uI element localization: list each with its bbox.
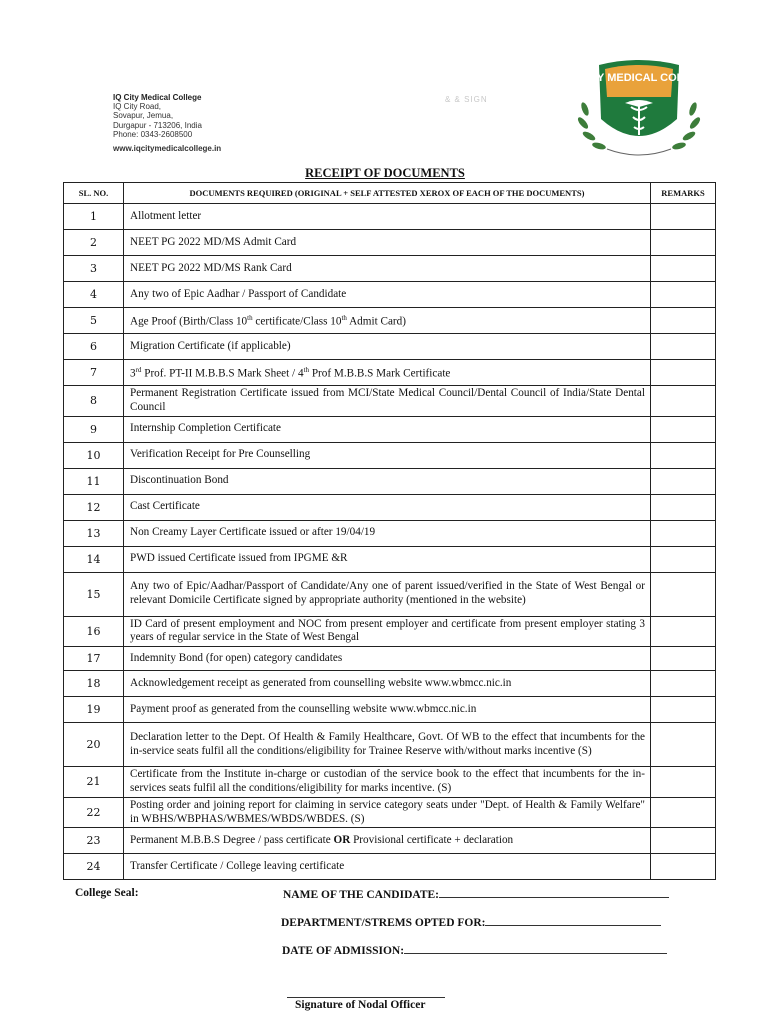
remarks-cell	[651, 334, 716, 360]
row-number: 6	[64, 334, 124, 360]
department-blank[interactable]	[485, 915, 661, 926]
phone-line: Phone: 0343-2608500	[113, 129, 193, 139]
column-header-remarks: REMARKS	[651, 183, 716, 204]
document-name: Payment proof as generated from the counselling website www.wbmcc.nic.in	[124, 697, 651, 723]
table-row	[64, 386, 716, 417]
remarks-cell	[651, 256, 716, 282]
row-number: 20	[64, 723, 124, 767]
remarks-cell	[651, 828, 716, 854]
row-number: 18	[64, 671, 124, 697]
document-name: PWD issued Certificate issued from IPGME &R	[124, 546, 651, 572]
remarks-cell	[651, 723, 716, 767]
document-name: Allotment letter	[124, 204, 651, 230]
document-name: Permanent M.B.B.S Degree / pass certificate OR Provisional certificate + declaration	[124, 828, 651, 854]
address-line: Durgapur - 713206, India	[113, 120, 202, 130]
row-number: 22	[64, 797, 124, 828]
row-number: 7	[64, 360, 124, 386]
document-name: Cast Certificate	[124, 494, 651, 520]
table-row	[64, 282, 716, 308]
row-number: 23	[64, 828, 124, 854]
column-header-documents: DOCUMENTS REQUIRED (ORIGINAL + SELF ATTESTED XEROX OF EACH OF THE DOCUMENTS)	[124, 183, 651, 204]
table-row	[64, 797, 716, 828]
table-row	[64, 546, 716, 572]
faint-stamp-text: & & SIGN	[445, 95, 488, 104]
table-row	[64, 204, 716, 230]
document-name: ID Card of present employment and NOC from present employer and certificate from present employer stating 3 years of regular service in the State of West Bengal	[124, 616, 651, 647]
column-header-sl-no: SL. NO.	[64, 183, 124, 204]
document-name: Discontinuation Bond	[124, 468, 651, 494]
remarks-cell	[651, 767, 716, 798]
row-number: 14	[64, 546, 124, 572]
college-seal-label: College Seal:	[75, 887, 139, 899]
candidate-name-label: NAME OF THE CANDIDATE:	[283, 889, 440, 901]
document-name: Migration Certificate (if applicable)	[124, 334, 651, 360]
document-name: Acknowledgement receipt as generated from counselling website www.wbmcc.nic.in	[124, 671, 651, 697]
remarks-cell	[651, 282, 716, 308]
table-row	[64, 520, 716, 546]
department-label: DEPARTMENT/STREMS OPTED FOR:	[281, 917, 486, 929]
document-name: NEET PG 2022 MD/MS Rank Card	[124, 256, 651, 282]
remarks-cell	[651, 468, 716, 494]
row-number: 1	[64, 204, 124, 230]
row-number: 24	[64, 854, 124, 880]
table-row	[64, 723, 716, 767]
row-number: 19	[64, 697, 124, 723]
remarks-cell	[651, 671, 716, 697]
documents-table	[63, 182, 716, 880]
row-number: 3	[64, 256, 124, 282]
row-number: 9	[64, 416, 124, 442]
remarks-cell	[651, 854, 716, 880]
admission-date-blank[interactable]	[404, 943, 667, 954]
remarks-cell	[651, 386, 716, 417]
row-number: 21	[64, 767, 124, 798]
row-number: 4	[64, 282, 124, 308]
remarks-cell	[651, 494, 716, 520]
college-address-block	[113, 93, 221, 153]
row-number: 12	[64, 494, 124, 520]
row-number: 15	[64, 572, 124, 616]
college-logo	[564, 57, 714, 161]
table-row	[64, 256, 716, 282]
remarks-cell	[651, 546, 716, 572]
remarks-cell	[651, 520, 716, 546]
table-row	[64, 616, 716, 647]
row-number: 10	[64, 442, 124, 468]
document-name: Any two of Epic/Aadhar/Passport of Candidate/Any one of parent issued/verified in the State of West Bengal or relevant Domicile Certificate signed by appropriate authority (mentioned in the website)	[124, 572, 651, 616]
remarks-cell	[651, 230, 716, 256]
document-name: Declaration letter to the Dept. Of Health & Family Healthcare, Govt. Of WB to the effect that incumbents for the in-service seats fulfil all the conditions/eligibility for Trainee Reserve with/without marks incentive (S)	[124, 723, 651, 767]
address-line: Sovapur, Jemua,	[113, 111, 174, 121]
document-name: Certificate from the Institute in-charge or custodian of the service book to the effect that incumbents for the in-services seats fulfil all the conditions/eligibility for marks incentive. (S)	[124, 767, 651, 798]
document-name: Posting order and joining report for claiming in service category seats under "Dept. of Health & Family Welfare" in WBHS/WBPHAS/WBMES/WBDS/WBDES. (S)	[124, 797, 651, 828]
remarks-cell	[651, 647, 716, 671]
document-name: Non Creamy Layer Certificate issued or after 19/04/19	[124, 520, 651, 546]
remarks-cell	[651, 697, 716, 723]
remarks-cell	[651, 572, 716, 616]
document-name: Any two of Epic Aadhar / Passport of Candidate	[124, 282, 651, 308]
document-name: NEET PG 2022 MD/MS Admit Card	[124, 230, 651, 256]
remarks-cell	[651, 360, 716, 386]
table-row	[64, 671, 716, 697]
remarks-cell	[651, 308, 716, 334]
document-name: Indemnity Bond (for open) category candidates	[124, 647, 651, 671]
college-website: www.iqcitymedicalcollege.in	[113, 144, 222, 154]
logo-text: IQ CITY MEDICAL COLLEGE	[564, 72, 714, 84]
table-row	[64, 647, 716, 671]
table-row	[64, 854, 716, 880]
admission-date-label: DATE OF ADMISSION:	[282, 945, 405, 957]
table-row	[64, 468, 716, 494]
candidate-name-field	[283, 887, 669, 901]
table-header-row	[64, 183, 716, 204]
table-row	[64, 828, 716, 854]
table-row	[64, 442, 716, 468]
remarks-cell	[651, 442, 716, 468]
remarks-cell	[651, 797, 716, 828]
row-number: 16	[64, 616, 124, 647]
row-number: 2	[64, 230, 124, 256]
table-row	[64, 697, 716, 723]
table-row	[64, 360, 716, 386]
row-number: 17	[64, 647, 124, 671]
candidate-name-blank[interactable]	[439, 887, 669, 898]
admission-date-field	[282, 943, 667, 957]
document-name: Age Proof (Birth/Class 10th certificate/Class 10th Admit Card)	[124, 308, 651, 334]
address-line: IQ City Road,	[113, 102, 162, 112]
document-name: Internship Completion Certificate	[124, 416, 651, 442]
document-name: Permanent Registration Certificate issued from MCI/State Medical Council/Dental Council of India/State Dental Council	[124, 386, 651, 417]
table-row	[64, 572, 716, 616]
table-row	[64, 767, 716, 798]
document-name: Transfer Certificate / College leaving certificate	[124, 854, 651, 880]
document-name: Verification Receipt for Pre Counselling	[124, 442, 651, 468]
table-row	[64, 308, 716, 334]
table-row	[64, 494, 716, 520]
college-name: IQ City Medical College	[113, 93, 202, 102]
remarks-cell	[651, 616, 716, 647]
nodal-officer-signature-label: Signature of Nodal Officer	[295, 999, 426, 1011]
table-row	[64, 334, 716, 360]
signature-line	[287, 997, 445, 998]
document-name: 3rd Prof. PT-II M.B.B.S Mark Sheet / 4th Prof M.B.B.S Mark Certificate	[124, 360, 651, 386]
page-title: RECEIPT OF DOCUMENTS	[305, 166, 465, 180]
row-number: 13	[64, 520, 124, 546]
row-number: 8	[64, 386, 124, 417]
remarks-cell	[651, 204, 716, 230]
row-number: 11	[64, 468, 124, 494]
remarks-cell	[651, 416, 716, 442]
row-number: 5	[64, 308, 124, 334]
table-row	[64, 230, 716, 256]
department-field	[281, 915, 661, 929]
table-row	[64, 416, 716, 442]
